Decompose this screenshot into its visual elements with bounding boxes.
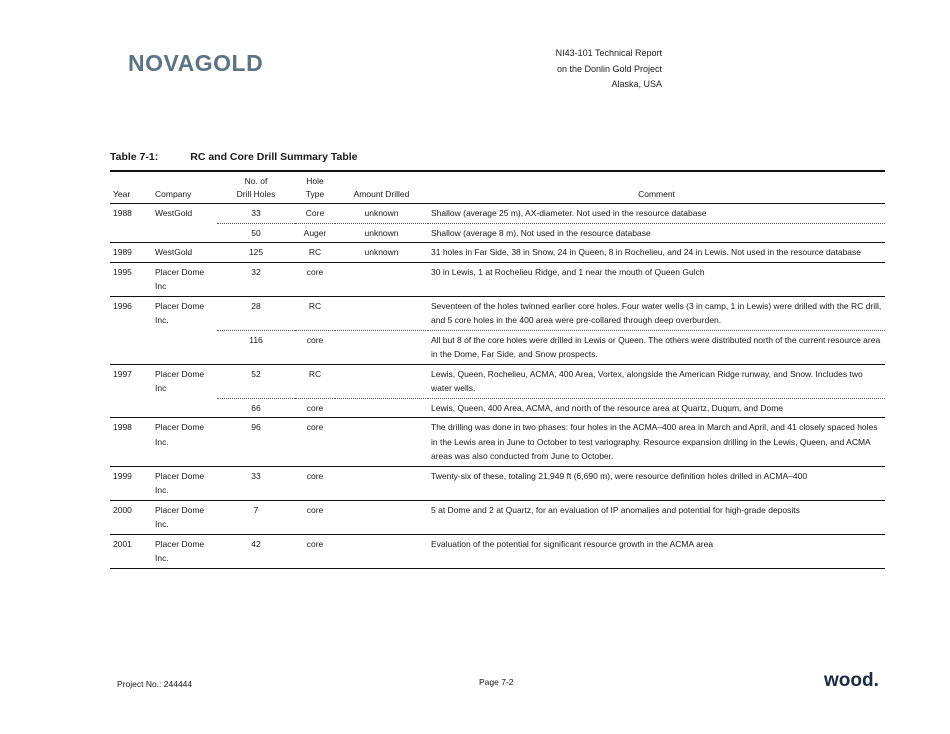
cell-company: Placer Dome Inc. xyxy=(152,418,217,467)
drill-summary-table xyxy=(110,170,885,569)
cell-holes: 28 xyxy=(217,296,295,330)
cell-comment: Seventeen of the holes twinned earlier core holes. Four water wells (3 in camp, 1 in Lewis) were drilled with the RC drill, and 5 core holes in the 400 area were pre-collared through deep overburden. xyxy=(428,296,885,330)
cell-type: core xyxy=(295,418,335,467)
cell-year: 2001 xyxy=(110,534,152,568)
col-company: Company xyxy=(152,171,217,204)
cell-amount: unknown xyxy=(335,204,428,224)
cell-company: Placer Dome Inc xyxy=(152,262,217,296)
cell-comment: Lewis, Queen, Rochelieu, ACMA, 400 Area, Vortex, alongside the American Ridge runway, and Snow. Includes two water wells. xyxy=(428,364,885,398)
cell-comment: Evaluation of the potential for significant resource growth in the ACMA area xyxy=(428,534,885,568)
project-number: Project No.: 244444 xyxy=(117,679,193,689)
cell-amount xyxy=(335,398,428,418)
cell-amount xyxy=(335,500,428,534)
cell-company: Placer Dome Inc xyxy=(152,364,217,398)
cell-comment: Twenty-six of these, totaling 21,949 ft (6,690 m), were resource definition holes drilled in ACMA–400 xyxy=(428,466,885,500)
table-row xyxy=(110,204,885,224)
table-title: RC and Core Drill Summary Table xyxy=(190,151,358,163)
drill-summary-table-wrap xyxy=(110,170,885,569)
cell-holes: 7 xyxy=(217,500,295,534)
cell-company xyxy=(152,398,217,418)
cell-amount xyxy=(335,296,428,330)
cell-comment: Shallow (average 8 m). Not used in the resource database xyxy=(428,223,885,243)
cell-year: 1997 xyxy=(110,364,152,398)
cell-amount xyxy=(335,466,428,500)
col-holes: No. of Drill Holes xyxy=(217,171,295,204)
cell-holes: 50 xyxy=(217,223,295,243)
report-project: on the Donlin Gold Project xyxy=(556,63,662,74)
cell-type: Auger xyxy=(295,223,335,243)
table-row xyxy=(110,330,885,364)
cell-amount xyxy=(335,534,428,568)
cell-amount xyxy=(335,262,428,296)
cell-year: 1998 xyxy=(110,418,152,467)
cell-holes: 33 xyxy=(217,466,295,500)
novagold-logo: NOVAGOLD xyxy=(128,50,264,76)
cell-amount: unknown xyxy=(335,223,428,243)
table-row xyxy=(110,466,885,500)
cell-comment: 5 at Dome and 2 at Quartz, for an evaluation of IP anomalies and potential for high-grade deposits xyxy=(428,500,885,534)
cell-comment: 31 holes in Far Side, 38 in Snow, 24 in Queen, 8 in Rochelieu, and 24 in Lewis. Not used in the resource database xyxy=(428,243,885,263)
cell-type: core xyxy=(295,534,335,568)
cell-type: core xyxy=(295,398,335,418)
cell-amount xyxy=(335,330,428,364)
cell-year: 1989 xyxy=(110,243,152,263)
cell-holes: 52 xyxy=(217,364,295,398)
cell-amount xyxy=(335,364,428,398)
cell-amount xyxy=(335,418,428,467)
cell-type: core xyxy=(295,500,335,534)
cell-type: core xyxy=(295,466,335,500)
cell-holes: 116 xyxy=(217,330,295,364)
table-row xyxy=(110,262,885,296)
cell-type: RC xyxy=(295,364,335,398)
table-row xyxy=(110,534,885,568)
cell-amount: unknown xyxy=(335,243,428,263)
col-year: Year xyxy=(110,171,152,204)
report-location: Alaska, USA xyxy=(611,79,662,89)
table-row xyxy=(110,296,885,330)
table-row xyxy=(110,243,885,263)
cell-type: RC xyxy=(295,243,335,263)
col-type: Hole Type xyxy=(295,171,335,204)
page-number: Page 7-2 xyxy=(479,677,514,687)
cell-comment: The drilling was done in two phases: four holes in the ACMA–400 area in March and April, and 41 closely spaced holes in the Lewis area in June to October to test variography. Resource expansion drilling in the Lewis, Queen, and ACMA areas was also conducted from June to October. xyxy=(428,418,885,467)
cell-holes: 66 xyxy=(217,398,295,418)
cell-holes: 42 xyxy=(217,534,295,568)
cell-year: 1988 xyxy=(110,204,152,224)
wood-logo: wood. xyxy=(824,670,879,691)
cell-holes: 32 xyxy=(217,262,295,296)
cell-company: Placer Dome Inc. xyxy=(152,296,217,330)
cell-company: WestGold xyxy=(152,243,217,263)
cell-type: RC xyxy=(295,296,335,330)
cell-type: core xyxy=(295,330,335,364)
report-header xyxy=(556,46,662,93)
table-row xyxy=(110,364,885,398)
report-title: NI43-101 Technical Report xyxy=(555,48,662,58)
cell-year: 2000 xyxy=(110,500,152,534)
cell-comment: 30 in Lewis, 1 at Rochelieu Ridge, and 1 near the mouth of Queen Gulch xyxy=(428,262,885,296)
table-row xyxy=(110,398,885,418)
cell-company: Placer Dome Inc. xyxy=(152,534,217,568)
col-comment: Comment xyxy=(428,171,885,204)
table-row xyxy=(110,418,885,467)
cell-company xyxy=(152,330,217,364)
cell-holes: 33 xyxy=(217,204,295,224)
cell-type: Core xyxy=(295,204,335,224)
cell-holes: 96 xyxy=(217,418,295,467)
table-number: Table 7-1: xyxy=(110,151,159,163)
cell-year: 1995 xyxy=(110,262,152,296)
table-caption xyxy=(110,151,358,163)
cell-comment: Lewis, Queen, 400 Area, ACMA, and north of the resource area at Quartz, Duqum, and Dome xyxy=(428,398,885,418)
cell-company: WestGold xyxy=(152,204,217,224)
col-amount: Amount Drilled xyxy=(335,171,428,204)
cell-holes: 125 xyxy=(217,243,295,263)
cell-year xyxy=(110,330,152,364)
cell-comment: Shallow (average 25 m), AX-diameter. Not used in the resource database xyxy=(428,204,885,224)
cell-company xyxy=(152,223,217,243)
cell-company: Placer Dome Inc. xyxy=(152,466,217,500)
cell-year xyxy=(110,398,152,418)
cell-year: 1996 xyxy=(110,296,152,330)
cell-type: core xyxy=(295,262,335,296)
cell-year xyxy=(110,223,152,243)
table-header-row xyxy=(110,171,885,204)
cell-year: 1999 xyxy=(110,466,152,500)
table-row xyxy=(110,500,885,534)
cell-company: Placer Dome Inc. xyxy=(152,500,217,534)
table-row xyxy=(110,223,885,243)
cell-comment: All but 8 of the core holes were drilled in Lewis or Queen. The others were distributed north of the current resource area in the Dome, Far Side, and Snow prospects. xyxy=(428,330,885,364)
